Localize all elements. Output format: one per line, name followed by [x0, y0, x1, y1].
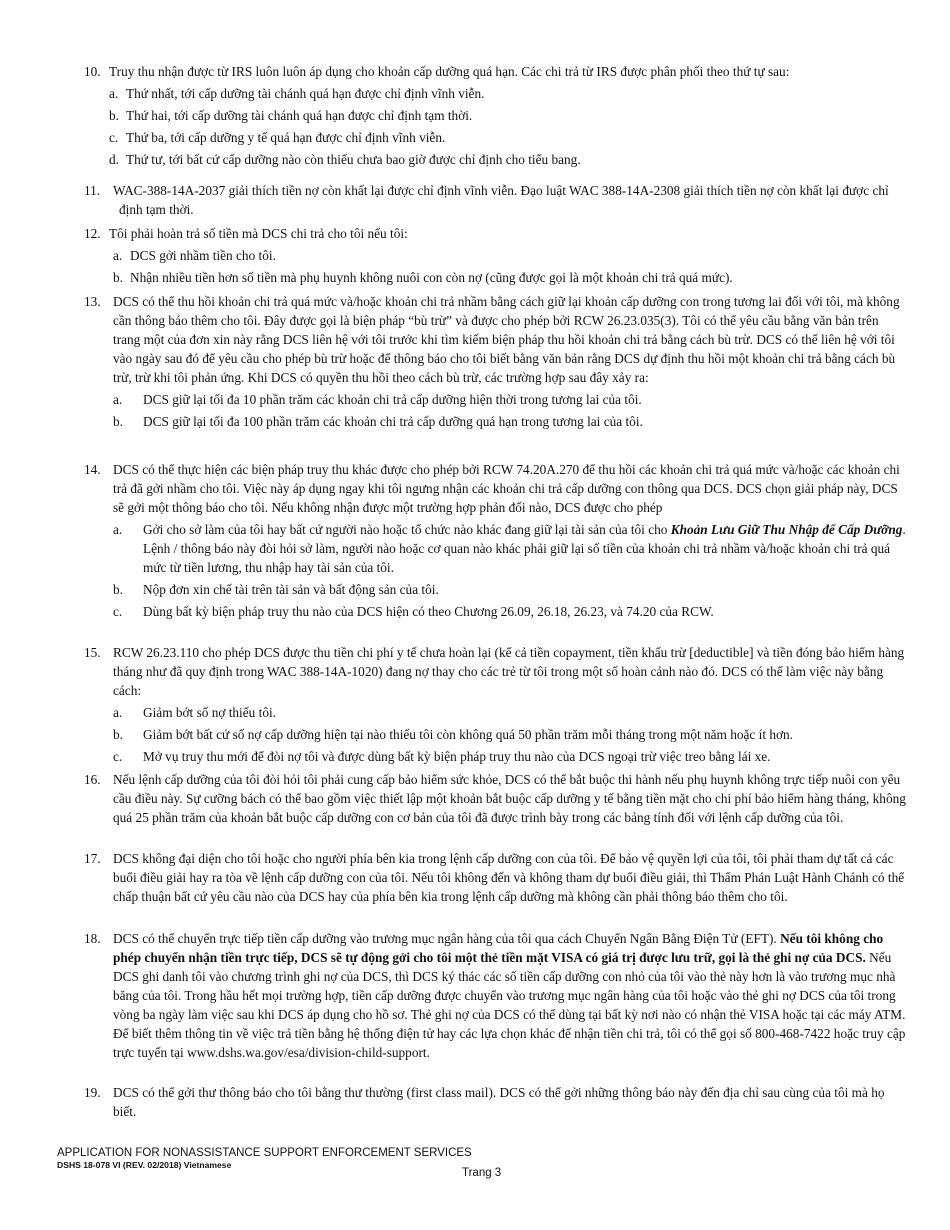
sub-text: Nộp đơn xin chế tài trên tài sản và bất động sản của tôi.: [143, 582, 439, 597]
sub-text: Giảm bớt số nợ thiếu tôi.: [143, 705, 276, 720]
sub-text: DCS giữ lại tối đa 100 phần trăm các khoản chi trả cấp dưỡng quá hạn trong tương lai của tôi.: [143, 414, 643, 429]
form-id: DSHS 18-078 VI (REV. 02/2018) Vietnamese: [57, 1160, 232, 1170]
sub-letter: c.: [113, 749, 123, 764]
list-item-13: [84, 292, 906, 434]
sub-letter: a.: [113, 522, 123, 537]
list-item-12: [84, 224, 906, 290]
list-item-10: [84, 62, 906, 172]
item-number: 14.: [84, 462, 101, 477]
sub-text-post: . Lệnh / thông báo này đòi hỏi sở làm, người nào hoặc cơ quan nào khác phải giữ lại số tiền của khoản chi trả nhầm và/hoặc khoản chi trả quá mức từ tiền lương, thu nhập hay tài sản của tôi.: [143, 522, 906, 575]
sub-letter: a.: [113, 705, 123, 720]
sub-text: DCS giữ lại tối đa 10 phần trăm các khoản chi trả cấp dưỡng hiện thời trong tương lai của tôi.: [143, 392, 642, 407]
item-text: Nếu lệnh cấp dưỡng của tôi đòi hỏi tôi phải cung cấp bảo hiểm sức khỏe, DCS có thể bắt buộc thi hành nếu phụ huynh không trực tiếp nuôi con yêu cầu điều này. Sự cưỡng bách có thể bao gồm việc thiết lập một khoản bắt buộc cấp dưỡng y tế bằng tiền mặt cho chi phí bảo hiểm hàng tháng, không quá 25 phần trăm của khoản bắt buộc cấp dưỡng con cơ bản của tôi đã được trình bày trong các bảng tính đối với lệnh cấp dưỡng của tôi.: [113, 772, 906, 825]
item-text: WAC-388-14A-2037 giải thích tiền nợ còn khất lại được chỉ định vĩnh viễn. Đạo luật WAC 388-14A-2308 giải thích tiền nợ còn khất lại được chỉ định tạm thời.: [113, 183, 889, 217]
sub-letter: c.: [113, 604, 123, 619]
list-item-17: [84, 849, 906, 906]
list-item-15: [84, 643, 906, 769]
item-text: DCS không đại diện cho tôi hoặc cho người phía bên kia trong lệnh cấp dưỡng con của tôi. Để bảo vệ quyền lợi của tôi, tôi phải tham dự tất cả các buổi điều giải hay ra tòa về lệnh cấp dưỡng con của tôi. Nếu tôi không đến và không tham dự buổi điều giải, thì Thẩm Phán Luật Hành Chánh có thể chấp thuận bất cứ yêu cầu nào của DCS hay của phía bên kia trong lệnh cấp dưỡng mà không cần phải thông báo thêm cho tôi.: [113, 851, 905, 904]
item-number: 11.: [84, 183, 101, 198]
item-text: DCS có thể thực hiện các biện pháp truy thu khác được cho phép bởi RCW 74.20A.270 để thu hồi các khoản chi trả quá mức và/hoặc các khoản chi trả đã gởi nhầm cho tôi. Việc này áp dụng ngay khi tôi ngưng nhận các khoản chi trả cấp dưỡng con thông qua DCS. DCS chọn giải pháp này, DCS sẽ gởi một thông báo cho tôi. Nếu không nhận được một trường hợp phản đối nào, DCS được cho phép: [113, 462, 900, 515]
sub-text: Thứ tư, tới bất cứ cấp dưỡng nào còn thiếu chưa bao giờ được chỉ định cho tiểu bang.: [126, 152, 581, 167]
page-number: Trang 3: [462, 1167, 502, 1179]
item-number: 10.: [84, 64, 101, 79]
item-text: RCW 26.23.110 cho phép DCS được thu tiền chi phí y tế chưa hoàn lại (kể cả tiền copayment, tiền khấu trừ [deductible] và tiền đóng bảo hiểm hàng tháng như đã quy định trong WAC 388-14A-1020) đang nợ thay cho các trẻ từ tôi trong một số hoàn cảnh nào đó. DCS có thể làm việc này bằng cách:: [113, 645, 905, 698]
list-item-18: [84, 929, 906, 1062]
sub-letter: b.: [113, 270, 123, 285]
sub-text: Thứ nhất, tới cấp dưỡng tài chánh quá hạn được chỉ định vĩnh viễn.: [126, 86, 485, 101]
list-item-11: [84, 181, 906, 219]
list-item-16: [84, 770, 906, 827]
item-text-pre: DCS có thể chuyển trực tiếp tiền cấp dưỡng vào trương mục ngân hàng của tôi qua cách Chuyển Ngân Bằng Điện Tử (EFT).: [113, 931, 781, 946]
list-item-14: [84, 460, 906, 624]
item-number: 12.: [84, 226, 101, 241]
sub-text: Mở vụ truy thu mới để đòi nợ tôi và được dùng bất kỳ biện pháp truy thu nào của DCS ngoại trừ việc treo bằng lái xe.: [143, 749, 771, 764]
income-withholding-term: Khoản Lưu Giữ Thu Nhập để Cấp Dưỡng: [670, 522, 903, 537]
sub-letter: a.: [113, 392, 123, 407]
sub-text-pre: Gởi cho sở làm của tôi hay bất cứ người nào hoặc tổ chức nào khác đang giữ lại tài sản của tôi cho: [143, 522, 671, 537]
sub-letter: b.: [113, 414, 123, 429]
sub-text: Thứ hai, tới cấp dưỡng tài chánh quá hạn được chỉ định tạm thời.: [126, 108, 473, 123]
sub-letter: b.: [113, 727, 123, 742]
item-number: 16.: [84, 772, 101, 787]
sub-text: DCS gởi nhầm tiền cho tôi.: [130, 248, 276, 263]
sub-text: Nhận nhiều tiền hơn số tiền mà phụ huynh không nuôi con còn nợ (cũng được gọi là một khoản chi trả quá mức).: [130, 270, 733, 285]
item-number: 18.: [84, 931, 101, 946]
sub-text: Thứ ba, tới cấp dưỡng y tế quá hạn được chỉ định vĩnh viễn.: [126, 130, 446, 145]
item-number: 17.: [84, 851, 101, 866]
item-text: [84, 929, 906, 1062]
item-text: DCS có thể thu hồi khoản chi trả quá mức và/hoặc khoản chi trả nhầm bằng cách giữ lại khoản cấp dưỡng con trong tương lai đối với tôi, mà không cần thông báo thêm cho tôi. Đây được gọi là biện pháp “bù trừ” và được cho phép bởi RCW 26.23.035(3). Tôi có thể yêu cầu bằng văn bản trên trang một của đơn xin này rằng DCS liên hệ với tôi trước khi tìm kiếm biện pháp thu hồi khoản chi trả bằng cách bù trừ. DCS có thể liên hệ với tôi vào ngày sau đó để yêu cầu cho phép bù trừ hoặc để thông báo cho tôi biết bằng văn bản rằng DCS dự định thu hồi một khoản chi trả bằng cách bù trừ, trừ khi tôi phản ứng. Khi DCS có quyền thu hồi theo cách bù trừ, các trường hợp sau đây xảy ra:: [113, 294, 900, 385]
item-number: 13.: [84, 294, 101, 309]
sub-letter: c.: [109, 130, 119, 145]
sub-text: Giảm bớt bất cứ số nợ cấp dưỡng hiện tại nào thiếu tôi còn không quá 50 phần trăm mỗi tháng trong một năm hoặc ít hơn.: [143, 727, 794, 742]
item-text: DCS có thể gởi thư thông báo cho tôi bằng thư thường (first class mail). DCS có thể gởi những thông báo này đến địa chỉ sau cùng của tôi mà họ biết.: [113, 1085, 885, 1119]
item-number: 19.: [84, 1085, 101, 1100]
page-footer: [57, 1147, 897, 1179]
item-number: 15.: [84, 645, 101, 660]
sub-letter: b.: [113, 582, 123, 597]
sub-letter: a.: [109, 86, 119, 101]
item-text: Tôi phải hoàn trả số tiền mà DCS chi trả cho tôi nếu tôi:: [109, 226, 408, 241]
debit-card-notice: Nếu tôi không cho phép chuyển nhận tiền trực tiếp, DCS sẽ tự động gởi cho tôi một thẻ tiền mặt VISA có giá trị được lưu trữ, gọi là thẻ ghi nợ của DCS.: [113, 931, 884, 965]
sub-letter: b.: [109, 108, 119, 123]
sub-letter: a.: [113, 248, 123, 263]
sub-text: Dùng bất kỳ biện pháp truy thu nào của DCS hiện có theo Chương 26.09, 26.18, 26.23, và 74.20 của RCW.: [143, 604, 714, 619]
form-title: APPLICATION FOR NONASSISTANCE SUPPORT ENFORCEMENT SERVICES: [57, 1147, 472, 1159]
item-text: Truy thu nhận được từ IRS luôn luôn áp dụng cho khoản cấp dưỡng quá hạn. Các chi trả từ IRS được phân phối theo thứ tự sau:: [109, 64, 790, 79]
item-text-post: Nếu DCS ghi danh tôi vào chương trình ghi nợ của DCS, thì DCS ký thác các số tiền cấp dưỡng con nhỏ của tôi vào thẻ này hơn là vào trương mục nhà băng của tôi. Trong hầu hết mọi trường hợp, tiền cấp dưỡng được chuyển vào trương mục ngân hàng của tôi hoặc vào thẻ ghi nợ DCS của tôi trong vòng ba ngày làm việc sau khi DCS áp dụng cho hồ sơ. Thẻ ghi nợ của DCS có thể dùng tại bất kỳ nơi nào có nhận thẻ VISA hoặc tại các máy ATM. Để biết thêm thông tin về việc trả tiền bằng hệ thống điện tử hay các lựa chọn khác để nhận tiền chi trả, tôi có thể gọi số 800-468-7422 hoặc truy cập trực tuyến tại www.dshs.wa.gov/esa/division-child-support.: [113, 950, 906, 1060]
list-item-19: [84, 1083, 906, 1121]
sub-letter: d.: [109, 152, 119, 167]
